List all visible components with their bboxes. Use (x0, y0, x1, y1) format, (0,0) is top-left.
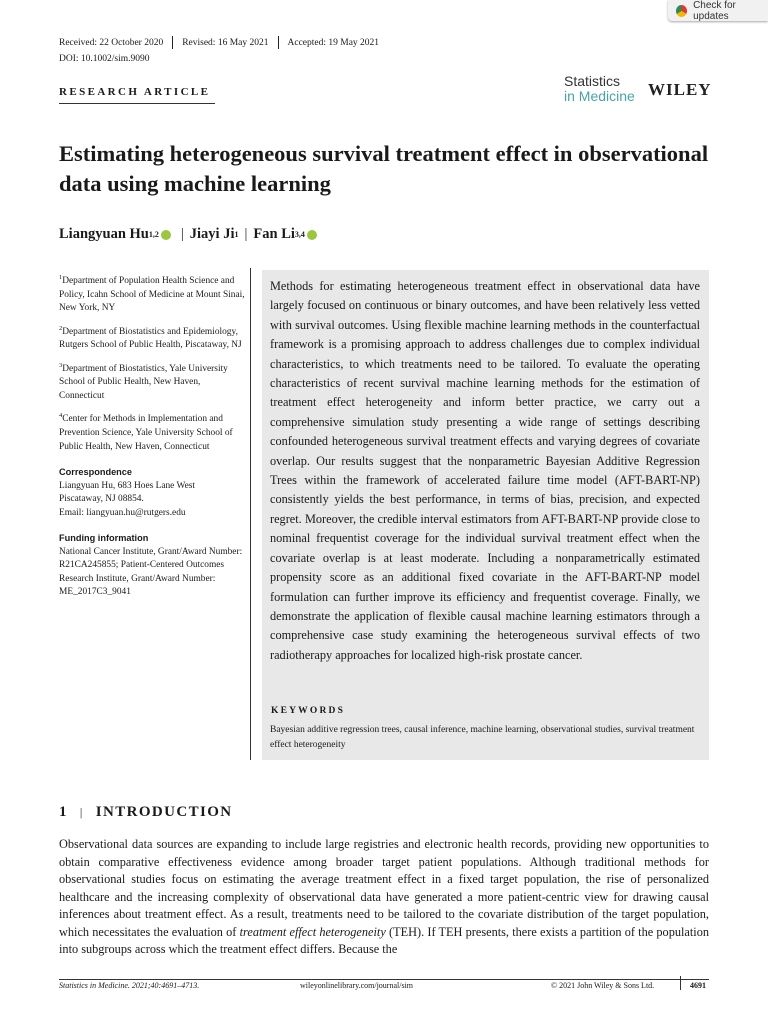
correspondence-address-line: Liangyuan Hu, 683 Hoes Lane West (59, 480, 196, 491)
affiliation-text: Department of Population Health Science and Policy, Icahn School of Medicine at Mount Sinai, New York, NY (59, 276, 245, 314)
page-number: 4691 (690, 981, 706, 990)
footer-copyright: © 2021 John Wiley & Sons Ltd. (551, 981, 655, 990)
author-name[interactable]: Jiayi Ji (189, 226, 235, 242)
affiliation (59, 271, 247, 316)
affiliation-mark: 1 (59, 274, 63, 281)
received-date: Received: 22 October 2020 (59, 37, 164, 48)
crossmark-icon (676, 5, 687, 17)
funding-heading: Funding information (59, 533, 149, 543)
doi: DOI: 10.1002/sim.9090 (59, 54, 150, 64)
author-affiliation-mark: 1,2 (148, 230, 159, 239)
intro-text: (TEH). If TEH presents, there exists a partition of the population into subgroups across which the treatment effect differs. Because the (59, 924, 710, 956)
article-type-underline (59, 103, 215, 104)
footer-url[interactable]: wileyonlinelibrary.com/journal/sim (300, 981, 414, 990)
correspondence-address-line: Piscataway, NJ 08854. (59, 494, 144, 504)
author-list (59, 226, 321, 243)
funding-text: National Cancer Institute, Grant/Award Number: R21CA245855; Patient-Centered Outcomes Research Institute, Grant/Award Number: ME_2017C3_9041 (59, 546, 243, 597)
divider: | (79, 805, 84, 819)
check-for-updates-label: Check for updates (693, 0, 736, 22)
article-type: RESEARCH ARTICLE (59, 86, 211, 98)
orcid-icon[interactable] (161, 230, 171, 240)
check-for-updates-button[interactable] (668, 0, 768, 21)
affiliation-mark: 3 (59, 361, 63, 369)
correspondence-email[interactable]: Email: liangyuan.hu@rutgers.edu (59, 507, 186, 518)
section-title: INTRODUCTION (95, 804, 233, 820)
author-affiliation-mark: 3,4 (294, 230, 305, 239)
article-dates (59, 36, 379, 49)
affiliation-mark: 4 (59, 412, 63, 420)
intro-emphasis: treatment effect heterogeneity (239, 924, 386, 939)
column-divider (250, 268, 251, 760)
keywords-heading: KEYWORDS (271, 706, 346, 716)
section-heading (59, 804, 233, 821)
affiliation-mark: 2 (59, 324, 63, 332)
correspondence-heading: Correspondence (59, 467, 133, 477)
keywords-text: Bayesian additive regression trees, causal inference, machine learning, observational studies, survival treatment effect heterogeneity (270, 725, 695, 750)
divider: | (244, 226, 248, 242)
journal-logo (564, 74, 635, 104)
section-number: 1 (59, 804, 68, 820)
revised-date: Revised: 16 May 2021 (182, 37, 269, 48)
sidebar-info (59, 271, 247, 600)
journal-name-line1: Statistics (564, 73, 621, 89)
footer-citation: Statistics in Medicine. 2021;40:4691–4713. (59, 981, 200, 990)
footer-rule (59, 979, 709, 980)
affiliation (59, 409, 247, 454)
publisher-logo: WILEY (648, 80, 712, 99)
accepted-date: Accepted: 19 May 2021 (287, 37, 380, 48)
orcid-icon[interactable] (307, 230, 317, 240)
affiliation-text: Center for Methods in Implementation and Prevention Science, Yale University School of Public Health, New Haven, Connecticut (59, 414, 233, 452)
author-affiliation-mark: 1 (234, 230, 239, 239)
divider (172, 36, 173, 49)
affiliation (59, 359, 247, 404)
author-name[interactable]: Liangyuan Hu (59, 226, 149, 242)
affiliation-text: Department of Biostatistics, Yale University School of Public Health, New Haven, Connecticut (59, 363, 228, 401)
divider (278, 36, 279, 49)
journal-name-line2: in Medicine (564, 88, 635, 104)
abstract-text: Methods for estimating heterogeneous treatment effect in observational data have largely focused on continuous or binary outcomes, and have been relatively less vetted with survival outcomes. Using flexible machine learning methods in the counterfactual framework is a promising approach to address challenges due to complex individual characteristics, to which treatments need to be tailored. To evaluate the operating characteristics of recent survival machine learning methods for the estimation of treatment effect heterogeneity and inform better practice, we carry out a comprehensive simulation study presenting a wide range of settings describing confounded heterogeneous survival treatment effects and varying degrees of covariate overlap. Our results suggest that the nonparametric Bayesian Additive Regression Trees within the framework of accelerated failure time model (AFT-BART-NP) consistently yields the best performance, in terms of bias, precision, and expected regret. Moreover, the credible interval estimators from AFT-BART-NP provide close to nominal frequentist coverage for the individual survival treatment effect when the covariate overlap is at least moderate. Including a nonparametrically estimated propensity score as an additional fixed covariate in the AFT-BART-NP model formulation can further improve its efficiency and frequentist coverage. Finally, we demonstrate the application of flexible causal machine learning estimators through a comprehensive case study examining the heterogeneous survival effects of two radiotherapy approaches for localized high-risk prostate cancer. (270, 279, 700, 662)
affiliation (59, 322, 247, 353)
affiliation-text: Department of Biostatistics and Epidemiology, Rutgers School of Public Health, Piscataway, NJ (59, 326, 242, 351)
article-title: Estimating heterogeneous survival treatment effect in observational data using machine learning (59, 141, 709, 196)
divider: | (180, 226, 184, 242)
intro-paragraph (59, 836, 709, 959)
intro-text: Observational data sources are expanding to include large registries and electronic health records, providing new opportunities to obtain comparative effectiveness evidence among broader target patient populations. Although traditional methods for observational studies focus on estimating the average treatment effect in a fixed target population, the rise of personalized healthcare and the increasing complexity of observational data have generated a more patient-centric view for drawing causal inferences about treatment effect. As a result, treatments need to be tailored to the covariate distribution of the target population, which necessitates the evaluation of (59, 837, 709, 939)
author-name[interactable]: Fan Li (253, 226, 295, 242)
divider (680, 976, 681, 990)
